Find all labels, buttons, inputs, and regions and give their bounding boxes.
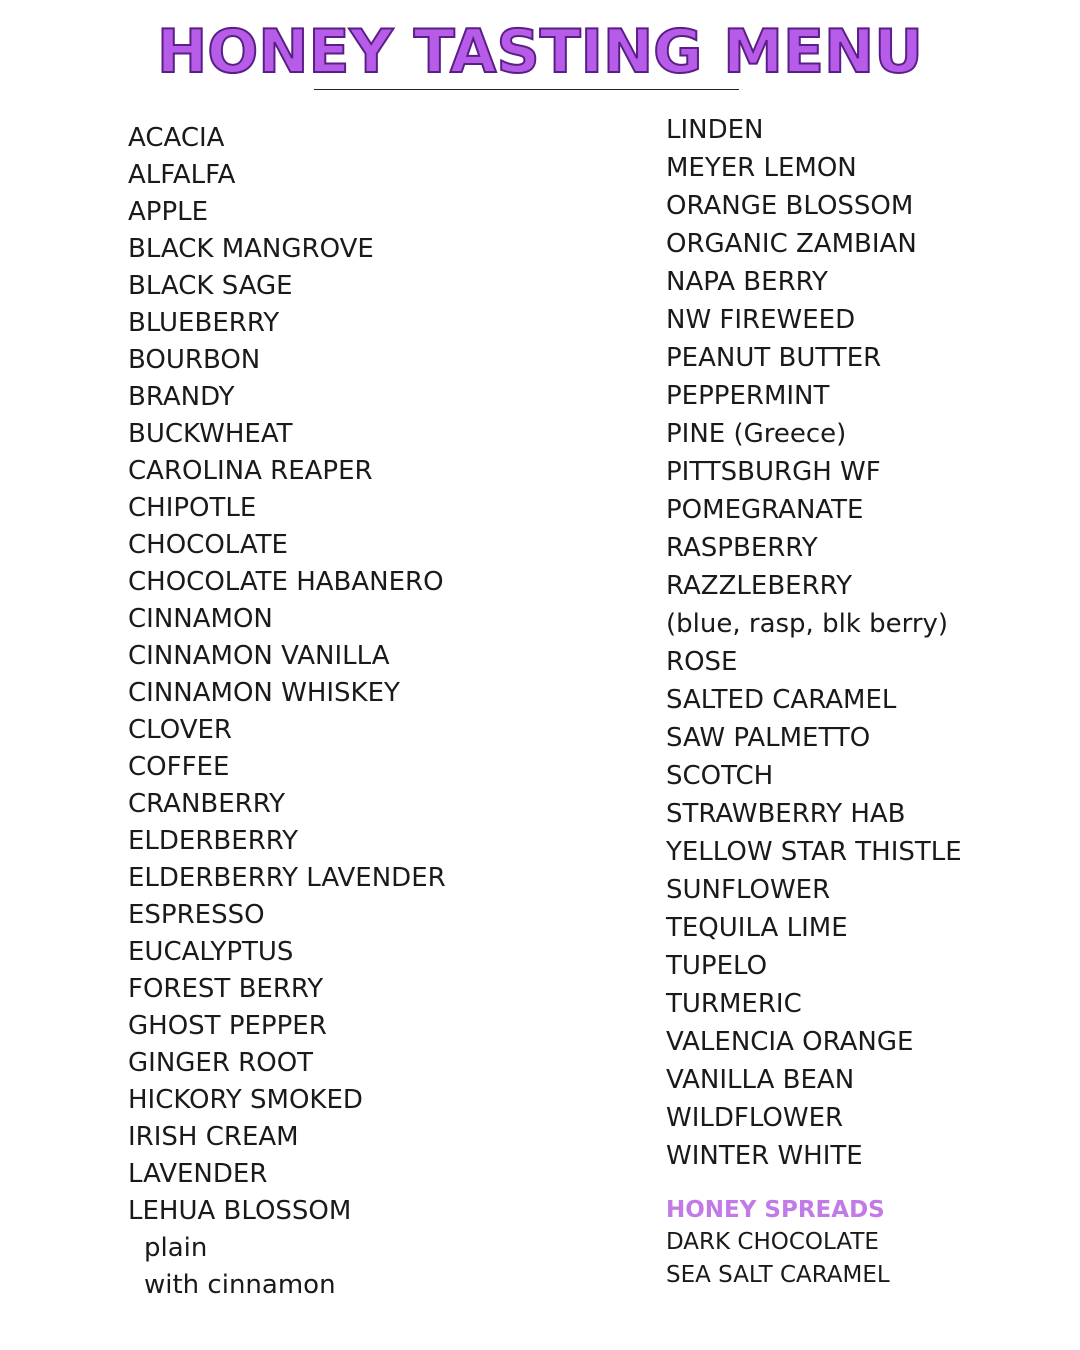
honey-item: FOREST BERRY — [128, 974, 324, 1004]
honey-item: STRAWBERRY HAB — [666, 799, 906, 829]
honey-item: PEPPERMINT — [666, 381, 830, 411]
honey-item: CHOCOLATE HABANERO — [128, 567, 444, 597]
honey-item: WINTER WHITE — [666, 1141, 863, 1171]
honey-item: ELDERBERRY — [128, 826, 299, 856]
honey-item: POMEGRANATE — [666, 495, 864, 525]
honey-item: CINNAMON WHISKEY — [128, 678, 400, 708]
title-divider — [314, 89, 739, 90]
honey-list-left — [128, 120, 446, 1304]
honey-item: CAROLINA REAPER — [128, 456, 373, 486]
honey-item: CINNAMON VANILLA — [128, 641, 390, 671]
honey-item: BOURBON — [128, 345, 261, 375]
honey-item: PEANUT BUTTER — [666, 343, 882, 373]
honey-item: SAW PALMETTO — [666, 723, 871, 753]
honey-item: NAPA BERRY — [666, 267, 828, 297]
honey-item: SUNFLOWER — [666, 875, 831, 905]
honey-item: BRANDY — [128, 382, 235, 412]
honey-item: ACACIA — [128, 123, 225, 153]
honey-item: PITTSBURGH WF — [666, 457, 881, 487]
honey-item: LEHUA BLOSSOM — [128, 1196, 352, 1226]
honey-item: ROSE — [666, 647, 738, 677]
honey-item: COFFEE — [128, 752, 230, 782]
honey-item: BUCKWHEAT — [128, 419, 293, 449]
spread-item: SEA SALT CARAMEL — [666, 1262, 890, 1288]
honey-item: LAVENDER — [128, 1159, 268, 1189]
spread-item: DARK CHOCOLATE — [666, 1229, 879, 1255]
honey-item: SALTED CARAMEL — [666, 685, 897, 715]
honey-item: GINGER ROOT — [128, 1048, 314, 1078]
honey-sub-item: plain — [144, 1233, 208, 1263]
honey-item: LINDEN — [666, 115, 764, 145]
honey-item: ORGANIC ZAMBIAN — [666, 229, 917, 259]
honey-item: BLACK MANGROVE — [128, 234, 374, 264]
honey-item: CLOVER — [128, 715, 232, 745]
honey-sub-item: with cinnamon — [144, 1270, 336, 1300]
honey-item: TURMERIC — [666, 989, 802, 1019]
honey-item: CINNAMON — [128, 604, 273, 634]
honey-item: CHIPOTLE — [128, 493, 257, 523]
honey-item: APPLE — [128, 197, 209, 227]
honey-item: EUCALYPTUS — [128, 937, 294, 967]
honey-item: PINE (Greece) — [666, 419, 847, 449]
honey-item: TUPELO — [666, 951, 768, 981]
honey-item: NW FIREWEED — [666, 305, 856, 335]
honey-item: RASPBERRY — [666, 533, 818, 563]
honey-item: BLUEBERRY — [128, 308, 280, 338]
honey-item: GHOST PEPPER — [128, 1011, 327, 1041]
honey-item: HICKORY SMOKED — [128, 1085, 363, 1115]
honey-item: CHOCOLATE — [128, 530, 288, 560]
honey-item-note: (blue, rasp, blk berry) — [666, 609, 949, 639]
honey-item: TEQUILA LIME — [666, 913, 848, 943]
honey-list-right — [666, 111, 962, 1175]
honey-item: WILDFLOWER — [666, 1103, 844, 1133]
honey-item: VANILLA BEAN — [666, 1065, 855, 1095]
honey-item: IRISH CREAM — [128, 1122, 299, 1152]
honey-item: ELDERBERRY LAVENDER — [128, 863, 446, 893]
honey-item: BLACK SAGE — [128, 271, 293, 301]
honey-item: ORANGE BLOSSOM — [666, 191, 914, 221]
page-title: HONEY TASTING MENU — [157, 17, 923, 87]
honey-item: ALFALFA — [128, 160, 236, 190]
spreads-list — [666, 1226, 890, 1292]
spreads-heading: HONEY SPREADS — [666, 1197, 885, 1223]
honey-item: ESPRESSO — [128, 900, 265, 930]
honey-item: SCOTCH — [666, 761, 774, 791]
honey-item: CRANBERRY — [128, 789, 286, 819]
honey-item: YELLOW STAR THISTLE — [666, 837, 962, 867]
honey-item: VALENCIA ORANGE — [666, 1027, 914, 1057]
honey-item: MEYER LEMON — [666, 153, 857, 183]
honey-item: RAZZLEBERRY — [666, 571, 852, 601]
